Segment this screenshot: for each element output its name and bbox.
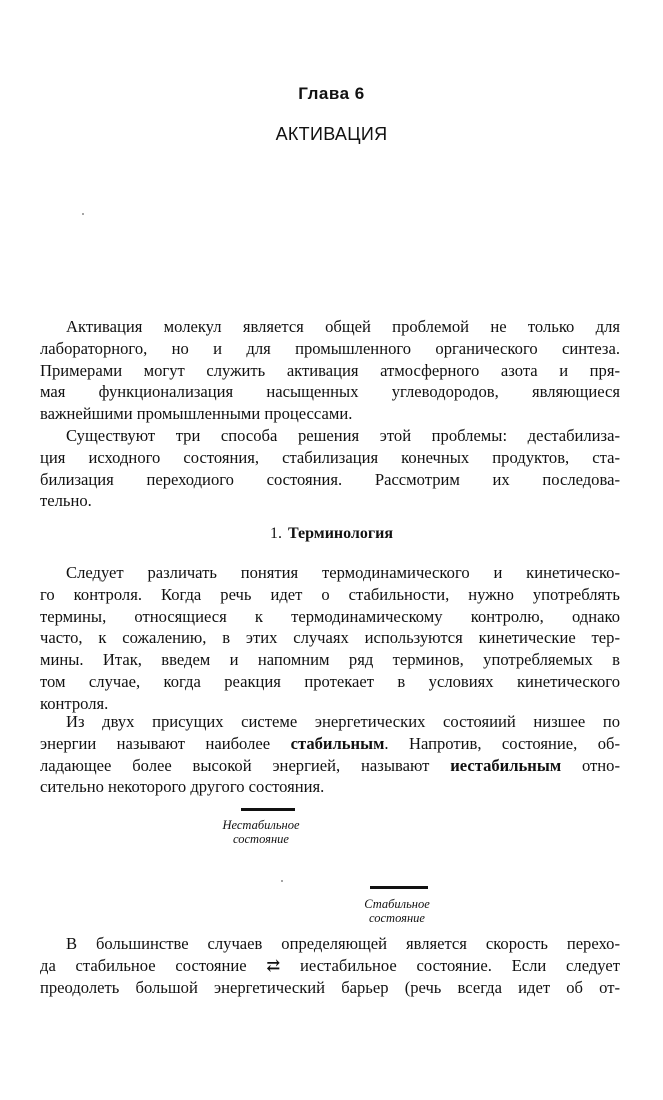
intro-paragraph-1 xyxy=(40,316,620,425)
chapter-label: Глава 6 xyxy=(298,84,365,103)
text-line: билизация переходиого состояния. Рассмотрим их последова- xyxy=(40,469,620,489)
text-run: да стабильное состояние xyxy=(40,955,267,975)
text-line: Примерами могут служить активация атмосферного азота и пря- xyxy=(40,360,620,380)
text-line: Активация молекул является общей проблемой не только для xyxy=(66,317,620,336)
text-line: мая функционализация насыщенных углеводородов, являющиеся xyxy=(40,382,620,402)
text-line xyxy=(40,755,620,777)
text-line: тельно. xyxy=(40,491,92,511)
text-line: том случае, когда реакция протекает в условиях кинетического xyxy=(40,671,620,691)
text-run: ладающее более высокой энергией, называют xyxy=(40,755,451,775)
text-line: часто, к сожалению, в этих случаях используются кинетические тер- xyxy=(40,628,620,648)
section-number: 1. xyxy=(269,525,282,542)
text-line: мины. Итак, введем и напомним ряд терминов, употребляемых в xyxy=(40,650,620,670)
chapter-title: АКТИВАЦИЯ xyxy=(275,124,388,144)
scan-speck xyxy=(281,880,283,882)
text-line: термины, относящиеся к термодинамическому контролю, однако xyxy=(40,606,620,626)
text-line: ция исходного состояния, стабилизация конечных продуктов, ста- xyxy=(40,447,620,467)
text-line: В большинстве случаев определяющей является скорость перехо- xyxy=(66,934,620,953)
text-line: преодолеть большой энергетический барьер (речь всегда идет об от- xyxy=(40,977,620,997)
closing-paragraph xyxy=(40,933,620,998)
intro-paragraph-2 xyxy=(40,425,620,512)
stable-level-line xyxy=(370,886,428,889)
text-line: го контроля. Когда речь идет о стабильности, нужно употреблять xyxy=(40,584,620,604)
label-line: состояние xyxy=(369,911,425,925)
text-line: контроля. xyxy=(40,693,109,713)
text-run: иестабильное состояние. Если следует xyxy=(280,955,620,975)
section-title: Терминология xyxy=(287,525,394,542)
section-paragraph-1 xyxy=(40,562,620,715)
scan-speck xyxy=(82,213,84,215)
unstable-level-line xyxy=(241,808,295,811)
text-line: лабораторного, но и для промышленного органического синтеза. xyxy=(40,338,620,358)
text-line: важнейшими промышленными процессами. xyxy=(40,404,353,424)
text-line: Существуют три способа решения этой проблемы: дестабилиза- xyxy=(66,426,620,445)
text-run: отно- xyxy=(561,755,620,775)
section-paragraph-2 xyxy=(40,711,620,798)
text-line: Из двух присущих системе энергетических состояиий низшее по xyxy=(66,712,620,731)
stable-level-label xyxy=(337,897,457,925)
label-line: Нестабильное xyxy=(222,818,300,832)
text-run: энергии называют наиболее xyxy=(40,733,291,753)
text-line: Следует различать понятия термодинамического и кинетическо- xyxy=(66,563,620,582)
term-stable: стабильным xyxy=(290,733,385,753)
equilibrium-arrow-icon: ⇄ xyxy=(266,955,281,975)
text-run: . Напротив, состояние, об- xyxy=(384,733,620,753)
label-line: состояние xyxy=(233,832,289,846)
text-line xyxy=(40,733,620,755)
text-line xyxy=(40,955,620,977)
section-heading xyxy=(0,525,663,543)
text-line: сительно некоторого другого состояния. xyxy=(40,777,325,797)
term-unstable: иестабильным xyxy=(450,755,562,775)
label-line: Стабильное xyxy=(364,897,430,911)
unstable-level-label xyxy=(201,818,321,846)
